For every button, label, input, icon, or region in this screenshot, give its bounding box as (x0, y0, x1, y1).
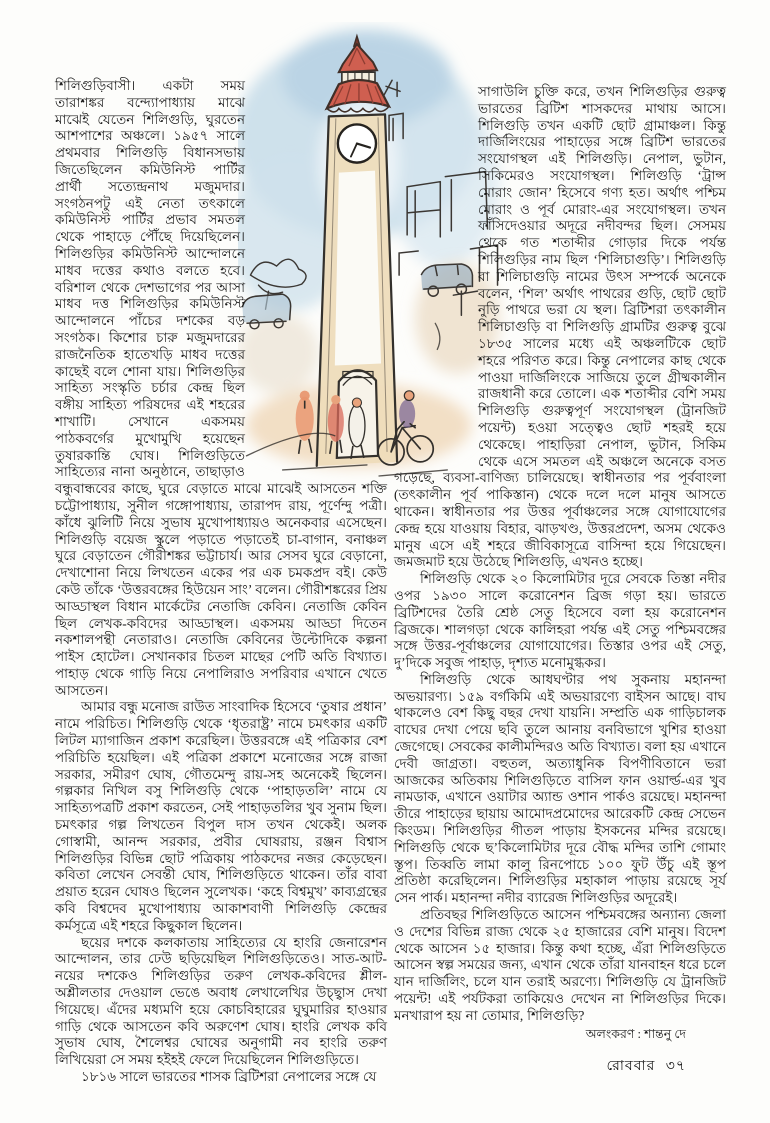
illustrator-credit: অলংকরণ : শান্তনু দে (585, 1027, 686, 1041)
paragraph: শিলিগুড়িবাসী। একটা সময় তারাশঙ্কর বন্দ্যোপাধ্যায় মাঝে মাঝেই যেতেন শিলিগুড়ি, ঘুরতেন আশপাশের অঞ্চলে। ১৯৫৭ সালে প্রথমবার শিলিগুড়ি বিধানসভায় জিতেছিলেন কমিউনিস্ট পার্টির প্রার্থী সত্যেন্দ্রনাথ মজুমদার। সংগঠনপটু এই নেতা তৎকালে কমিউনিস্ট পার্টির প্রভাব সমতল থেকে পাহাড়ে পৌঁছে দিয়েছিলেন। শিলিগুড়ির কমিউনিস্ট আন্দোলনে মাধব দত্তের কথাও বলতে হবে। বরিশাল থেকে দেশভাগের পর আসা মাধব দত্ত শিলিগুড়ির কমিউনিস্ট আন্দোলনে পাঁচের দশকের বড় সংগঠক। কিশোর চারু মজুমদারের রাজনৈতিক হাতেখড়ি মাধব দত্তের কাছেই বলে শোনা যায়। শিলিগুড়ির সাহিত্য সংস্কৃতি চর্চার কেন্দ্র ছিল বঙ্গীয় সাহিত্য পরিষদের এই শহরের শাখাটি। সেখানে একসময় পাঠকবর্গের মুখোমুখি হয়েছেন তুষারকান্তি ঘোষ। শিলিগুড়িতে সাহিত্যের নানা অনুষ্ঠানে, তাছাড়াও বন্ধুবান্ধবের কাছে, ঘুরে বেড়াতে মাঝে মাঝেই আসতেন শক্তি চট্টোপাধ্যায়, সুনীল গঙ্গোপাধ্যায়, তারাপদ রায়, পূর্ণেন্দু পত্রী। কাঁধে ঝুলিটি নিয়ে সুভাষ মুখোপাধ্যায়ও অনেকবার এসেছেন। শিলিগুড়ি বয়েজ স্কুলে পড়াতে পড়াতেই চা-বাগান, বনাঞ্চল ঘুরে বেড়াতেন গৌরীশঙ্কর ভট্টাচার্য। আর সেসব ঘুরে বেড়ানো, দেখাশোনা নিয়ে লিখতেন একের পর এক চমকপ্রদ বই। কেউ কেউ তাঁকে ‘উত্তরবঙ্গের হিউয়েন সাং’ বলেন। গৌরীশঙ্করের প্রিয় আড্ডাস্থল বিধান মার্কেটের নেতাজি কেবিন। নেতাজি কেবিন ছিল লেখক-কবিদের আড্ডাস্থল। একসময় আড্ডা দিতেন নকশালপন্থী নেতারাও। নেতাজি কেবিনের উল্টোদিকে কল্পনা পাইস হোটেল। সেখানকার চিতল মাছের পেটি অতি বিখ্যাত। পাহাড় থেকে গাড়ি নিয়ে নেপালিরাও সপরিবার এখানে খেতে আসতেন। (55, 78, 387, 698)
paragraph: শিলিগুড়ি থেকে ২০ কিলোমিটার দূরে সেবকে তিস্তা নদীর ওপর ১৯৩০ সালে করোনেশন ব্রিজ গড়া হয়। ভারতে ব্রিটিশদের তৈরি শ্রেষ্ঠ সেতু হিসেবে বলা হয় করোনেশন ব্রিজকে। শালগড়া থেকে কালিহরা পর্যন্ত এই সেতু পশ্চিমবঙ্গের সঙ্গে উত্তর-পূর্বাঞ্চলের যোগাযোগের। তিস্তার ওপর এই সেতু, দু’দিকে সবুজ পাহাড়, দৃশ্যত মনোমুগ্ধকর। (394, 571, 726, 671)
paragraph: সাগাউলি চুক্তি করে, তখন শিলিগুড়ির গুরুত্ব ভারতের ব্রিটিশ শাসকদের মাথায় আসে। শিলিগুড়ি তখন একটি ছোট গ্রামাঞ্চল। কিন্তু দার্জিলিংয়ের পাহাড়ের সঙ্গে ব্রিটিশ ভারতের সংযোগস্থল এই শিলিগুড়ি। নেপাল, ভুটান, সিকিমেরও সংযোগস্থল। শিলিগুড়ি ‘ট্রান্স মোরাং জোন’ হিসেবে গণ্য হত। অর্থাৎ পশ্চিম মোরাং ও পূর্ব মোরাং-এর সংযোগস্থল। তখন ফাঁসিদেওয়ার অদূরে নদীবন্দর ছিল। সেসময় থেকে গত শতাব্দীর গোড়ার দিকে পর্যন্ত শিলিগুড়ির নাম ছিল ‘শিলিচাগুড়ি’। শিলিগুড়ি বা শিলিচাগুড়ি নামের উৎস সম্পর্কে অনেকে বলেন, ‘শিল’ অর্থাৎ পাথরের গুড়ি, ছোট ছোট নুড়ি পাথরে ভরা যে স্থল। ব্রিটিশরা তৎকালীন শিলিচাগুড়ি বা শিলিগুড়ি গ্রামটির গুরুত্ব বুঝে ১৮৩৫ সালের মধ্যে এই অঞ্চলটিকে ছোট শহরে পরিণত করে। কিন্তু নেপালের কাছ থেকে পাওয়া দার্জিলিংকে সাজিয়ে তুলে গ্রীষ্মকালীন রাজধানী করে তোলে। এক শতাব্দীর বেশি সময় শিলিগুড়ি গুরুত্বপূর্ণ সংযোগস্থল (ট্রানজিট পয়েন্ট) হওয়া সত্ত্বেও ছোট শহরই হয়ে থেকেছে। পাহাড়িরা নেপাল, ভুটান, সিকিম থেকে এসে সমতল এই অঞ্চলে অনেকে বসত গড়েছে, ব্যবসা-বাণিজ্য চালিয়েছে। স্বাধীনতার পর পূর্ববাংলা (তৎকালীন পূর্ব পাকিস্তান) থেকে দলে দলে মানুষ আসতে থাকেন। স্বাধীনতার পর উত্তর পূর্বাঞ্চলের সঙ্গে যোগাযোগের কেন্দ্র হয়ে যাওয়ায় বিহার, ঝাড়খণ্ড, উত্তরপ্রদেশ, অসম থেকেও মানুষ এসে এই শহরে জীবিকাসূত্রে বাসিন্দা হয়ে গিয়েছেন। জমজমাট হয়ে উঠেছে শিলিগুড়ি, এখনও হচ্ছে। (394, 84, 726, 570)
paragraph: শিলিগুড়ি থেকে আধঘণ্টার পথ সুকনায় মহানন্দা অভয়ারণ্য। ১৫৯ বর্গকিমি এই অভয়ারণ্যে বাইসন আছে। বাঘ থাকলেও বেশ কিছু বছর দেখা যায়নি। সম্প্রতি এক গাড়িচালক বাঘের দেখা পেয়ে ছবি তুলে আনায় বনবিভাগে খুশির হাওয়া জেগেছে। সেবকের কালীমন্দিরও অতি বিখ্যাত। বলা হয় এখানে দেবী জাগ্রতা। বহুতল, অত্যাধুনিক বিপণীবিতানে ভরা আজকের অতিকায় শিলিগুড়িতে বাসিল ফান ওয়ার্ল্ড-এর খুব নামডাক, এখানে ওয়াটার অ্যান্ড ওশান পার্কও রয়েছে। মহানন্দা তীরে পাহাড়ের ছায়ায় আমোদপ্রমোদের আরেকটি কেন্দ্র সেভেন কিংডম। শিলিগুড়ির গীতল পাড়ায় ইসকনের মন্দির রয়েছে। শিলিগুড়ি থেকে ছ’কিলোমিটার দূরে বৌদ্ধ মন্দির তাশি গোমাং স্তূপ। তিব্বতি লামা কালু রিনপোচে ১০০ ফুট উঁচু এই স্তূপ প্রতিষ্ঠা করেছিলেন। শিলিগুড়ির মহাকাল পাড়ায় রয়েছে সূর্য সেন পার্ক। মহানন্দা নদীর ব্যারেজ শিলিগুড়ির অদূরেই। (394, 671, 726, 906)
paragraph: প্রতিবছর শিলিগুড়িতে আসেন পশ্চিমবঙ্গের অন্যান্য জেলা ও দেশের বিভিন্ন রাজ্য থেকে ২৫ হাজারের বেশি মানুষ। বিদেশ থেকে আসেন ১৫ হাজার। কিন্তু কথা হচ্ছে, এঁরা শিলিগুড়িতে আসেন স্বল্প সময়ের জন্য, এখান থেকে তাঁরা যানবাহন ধরে চলে যান দার্জিলিং, চলে যান তরাই অরণ্যে। শিলিগুড়ি যে ট্রানজিট পয়েন্ট! এই পর্যটকরা তাকিয়েও দেখেন না শিলিগুড়ির দিকে। মনখারাপ হয় না তোমার, শিলিগুড়ি? (394, 907, 726, 1023)
paragraph: আমার বন্ধু মনোজ রাউত সাংবাদিক হিসেবে ‘তুষার প্রধান’ নামে পরিচিত। শিলিগুড়ি থেকে ‘ধৃতরাষ্ট্র’ নামে চমৎকার একটি লিটল ম্যাগাজিন প্রকাশ করেছিল। উত্তরবঙ্গে এই পত্রিকার বেশ পরিচিতি হয়েছিল। এই পত্রিকা প্রকাশে মনোজের সঙ্গে রাজা সরকার, সমীরণ ঘোষ, গৌতমেন্দু রায়-সহ অনেকেই ছিলেন। গল্পকার নিখিল বসু শিলিগুড়ি থেকে ‘পাহাড়তলি’ নামে যে সাহিত্যপত্রটি প্রকাশ করতেন, সেই পাহাড়তলির খুব সুনাম ছিল। চমৎকার গল্প লিখতেন বিপুল দাস তখন থেকেই। অলক গোস্বামী, আনন্দ সরকার, প্রবীর ঘোষরায়, রঞ্জন বিশ্বাস শিলিগুড়ির বিভিন্ন ছোট পত্রিকায় পাঠকদের নজর কেড়েছেন। কবিতা লেখেন সেবন্তী ঘোষ, শিলিগুড়িতে থাকেন। তাঁর বাবা প্রয়াত হরেন ঘোষও ছিলেন সুলেখক। ‘কহে বিশ্বমুখ’ কাব্যগ্রন্থের কবি বিশ্বদেব মুখোপাধ্যায় আকাশবাণী শিলিগুড়ি কেন্দ্রের কর্মসূত্রে এই শহরে কিছুকাল ছিলেন। (55, 699, 387, 933)
paragraph: ১৮১৬ সালে ভারতের শাসক ব্রিটিশরা নেপালের সঙ্গে যে (81, 1069, 377, 1085)
article-left-column (55, 78, 387, 1085)
magazine-name: রোববার (606, 1059, 656, 1074)
paragraph: ছয়ের দশকে কলকাতায় সাহিত্যের যে হাংরি জেনারেশন আন্দোলন, তার ঢেউ ছড়িয়েছিল শিলিগুড়িতেও। সাত-আট-নয়ের দশকেও শিলিগুড়ির তরুণ লেখক-কবিদের শ্লীল-অশ্লীলতার দেওয়াল ভেঙে অবাধ লেখালেখির উচ্ছ্বাস দেখা গিয়েছে। এঁদের মধ্যমণি হয়ে কোচবিহারের ঘুঘুমারির হাওয়ার গাড়ি থেকে আসতেন কবি অরুণেশ ঘোষ। হাংরি লেখক কবি সুভাষ ঘোষ, শৈলেশ্বর ঘোষের অনুগামী নব হাংরি তরুণ লিখিয়েরা সে সময় হইহই ফেলে দিয়েছিলেন শিলিগুড়িতে। (55, 934, 387, 1068)
page-footer (600, 1054, 686, 1078)
article-right-column (394, 84, 726, 1044)
page-number: ৩৭ (665, 1059, 686, 1074)
